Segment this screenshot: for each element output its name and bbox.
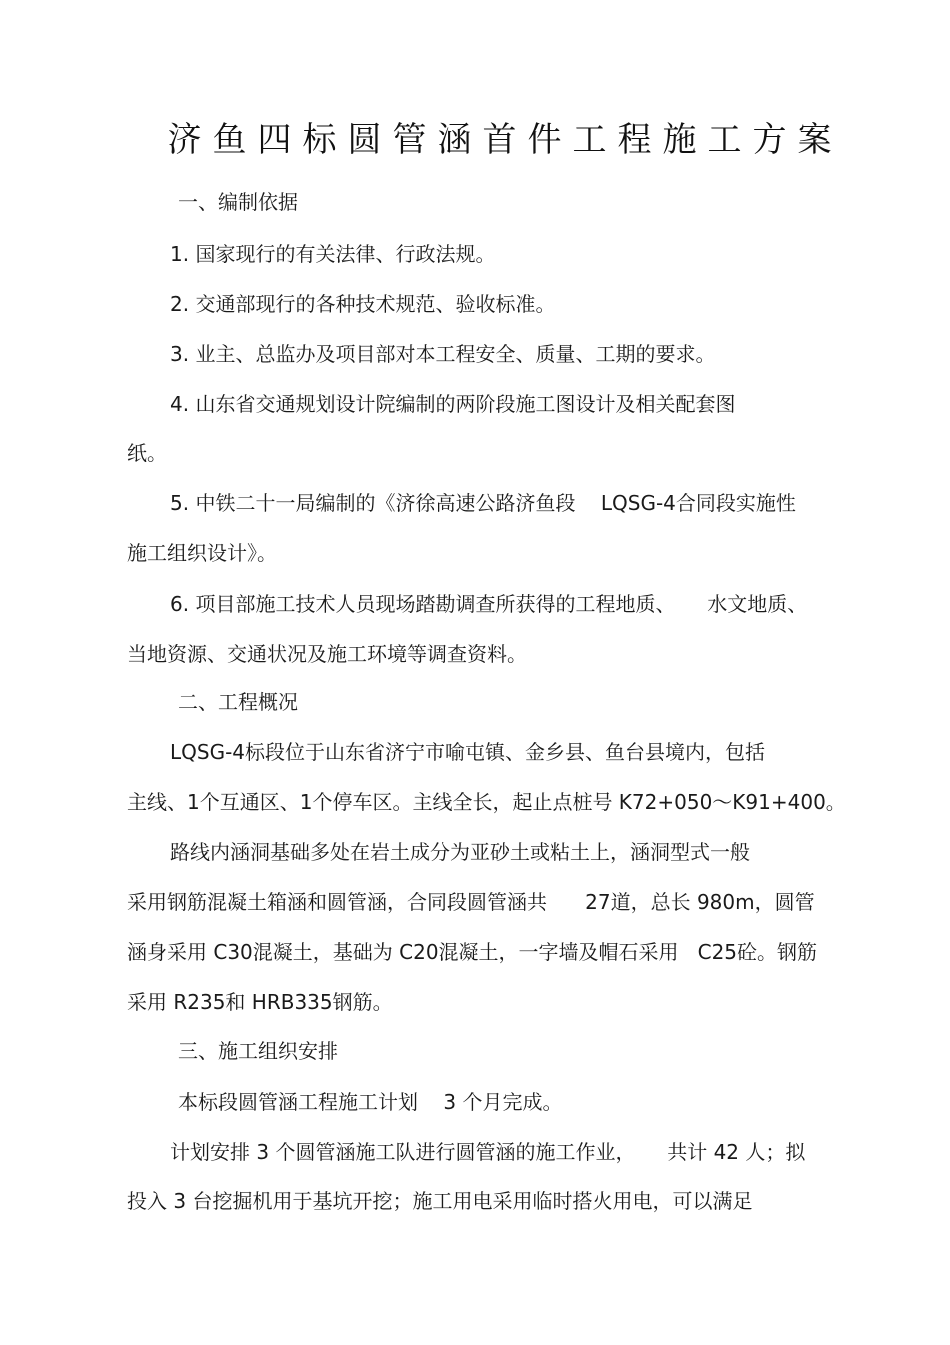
basis-item-4: 4. 山东省交通规划设计院编制的两阶段施工图设计及相关配套图 (170, 392, 736, 416)
basis-item-5: 5. 中铁二十一局编制的《济徐高速公路济鱼段 LQSG-4合同段实施性 (170, 491, 796, 515)
overview-line-5: 涵身采用 C30混凝土，基础为 C20混凝土，一字墙及帽石采用 C25砼。钢筋 (127, 940, 818, 964)
basis-item-4-continued: 纸。 (127, 441, 167, 465)
overview-line-2: 主线、1个互通区、1个停车区。主线全长，起止点桩号 K72+050～K91+400。 (127, 790, 846, 814)
organization-line-1: 本标段圆管涵工程施工计划 3 个月完成。 (178, 1090, 563, 1114)
overview-line-6: 采用 R235和 HRB335钢筋。 (127, 990, 393, 1014)
basis-item-2: 2. 交通部现行的各种技术规范、验收标准。 (170, 292, 556, 316)
section-heading-overview: 二、工程概况 (178, 690, 298, 714)
section-heading-basis: 一、编制依据 (178, 190, 298, 214)
overview-line-4: 采用钢筋混凝土箱涵和圆管涵，合同段圆管涵共 27道，总长 980m，圆管 (127, 890, 815, 914)
basis-item-5-continued: 施工组织设计》。 (127, 541, 277, 565)
basis-item-6-continued: 当地资源、交通状况及施工环境等调查资料。 (127, 642, 527, 666)
basis-item-3: 3. 业主、总监办及项目部对本工程安全、质量、工期的要求。 (170, 342, 716, 366)
basis-item-1: 1. 国家现行的有关法律、行政法规。 (170, 242, 496, 266)
organization-line-2: 计划安排 3 个圆管涵施工队进行圆管涵的施工作业， 共计 42 人；拟 (170, 1140, 806, 1164)
basis-item-6: 6. 项目部施工技术人员现场踏勘调查所获得的工程地质、 水文地质、 (170, 592, 808, 616)
organization-line-3: 投入 3 台挖掘机用于基坑开挖；施工用电采用临时搭火用电，可以满足 (127, 1189, 753, 1213)
section-heading-organization: 三、施工组织安排 (178, 1039, 338, 1063)
overview-line-1: LQSG-4标段位于山东省济宁市喻屯镇、金乡县、鱼台县境内，包括 (170, 740, 766, 764)
overview-line-3: 路线内涵洞基础多处在岩土成分为亚砂土或粘土上，涵洞型式一般 (170, 840, 750, 864)
document-title: 济鱼四标圆管涵首件工程施工方案 (167, 120, 843, 160)
